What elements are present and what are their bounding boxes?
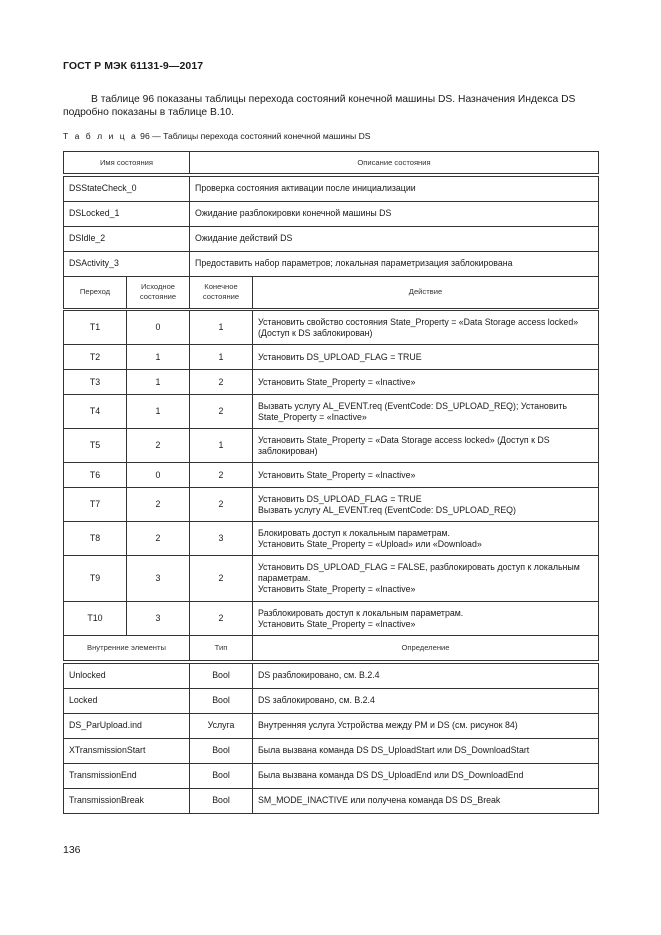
element-type: Bool: [190, 663, 253, 688]
transition-target: 1: [190, 429, 253, 463]
transition-row: [64, 429, 599, 463]
transition-action: Установить DS_UPLOAD_FLAG = FALSE, разблокировать доступ к локальным параметрам. Установить State_Property = «Inactive»: [253, 556, 599, 602]
transition-id: T5: [64, 429, 127, 463]
transition-row: [64, 395, 599, 429]
transition-table: [63, 151, 599, 814]
element-name: Unlocked: [64, 663, 190, 688]
header-row: [64, 636, 599, 661]
transition-target: 2: [190, 395, 253, 429]
transition-row: [64, 463, 599, 488]
header-state-name: Имя состояния: [64, 152, 190, 174]
element-row: [64, 713, 599, 738]
transition-id: T6: [64, 463, 127, 488]
state-name: DSStateCheck_0: [64, 176, 190, 201]
transition-action: Разблокировать доступ к локальным параметрам. Установить State_Property = «Inactive»: [253, 602, 599, 636]
transition-action: Установить State_Property = «Inactive»: [253, 370, 599, 395]
transition-action: Установить State_Property = «Inactive»: [253, 463, 599, 488]
transition-source: 0: [127, 311, 190, 345]
transition-action: Установить DS_UPLOAD_FLAG = TRUE Вызвать услугу AL_EVENT.req (EventCode: DS_UPLOAD_REQ): [253, 488, 599, 522]
transition-id: T8: [64, 522, 127, 556]
transition-target: 2: [190, 602, 253, 636]
element-def: Была вызвана команда DS DS_UploadStart или DS_DownloadStart: [253, 738, 599, 763]
element-name: DS_ParUpload.ind: [64, 713, 190, 738]
element-def: DS заблокировано, см. B.2.4: [253, 688, 599, 713]
element-row: [64, 663, 599, 688]
element-def: DS разблокировано, см. B.2.4: [253, 663, 599, 688]
transition-action: Установить свойство состояния State_Property = «Data Storage access locked» (Доступ к DS заблокирован): [253, 311, 599, 345]
element-row: [64, 688, 599, 713]
transition-target: 2: [190, 488, 253, 522]
transition-target: 2: [190, 463, 253, 488]
transition-source: 3: [127, 556, 190, 602]
transition-target: 2: [190, 556, 253, 602]
header-row: [64, 276, 599, 308]
transition-row: [64, 488, 599, 522]
transition-row: [64, 370, 599, 395]
element-type: Bool: [190, 763, 253, 788]
page-number: 136: [63, 844, 81, 856]
transition-id: T2: [64, 345, 127, 370]
transition-source: 2: [127, 429, 190, 463]
header-row: [64, 152, 599, 174]
intro-paragraph: В таблице 96 показаны таблицы перехода состояний конечной машины DS. Назначения Индекса DS подробно показаны в таблице В.10.: [63, 94, 576, 118]
transition-row: [64, 345, 599, 370]
header-action: Действие: [253, 276, 599, 308]
state-desc: Предоставить набор параметров; локальная параметризация заблокирована: [190, 251, 599, 276]
state-row: [64, 226, 599, 251]
transition-id: T9: [64, 556, 127, 602]
state-name: DSIdle_2: [64, 226, 190, 251]
transition-row: [64, 602, 599, 636]
transition-row: [64, 556, 599, 602]
state-name: DSLocked_1: [64, 201, 190, 226]
header-target-state: Конечное состояние: [190, 276, 253, 308]
transition-target: 1: [190, 311, 253, 345]
transition-id: T10: [64, 602, 127, 636]
element-name: TransmissionBreak: [64, 788, 190, 813]
transition-id: T7: [64, 488, 127, 522]
header-state-desc: Описание состояния: [190, 152, 599, 174]
transition-action: Установить DS_UPLOAD_FLAG = TRUE: [253, 345, 599, 370]
transition-source: 3: [127, 602, 190, 636]
header-element-def: Определение: [253, 636, 599, 661]
element-def: SM_MODE_INACTIVE или получена команда DS DS_Break: [253, 788, 599, 813]
document-header: ГОСТ Р МЭК 61131-9—2017: [63, 60, 204, 72]
state-row: [64, 251, 599, 276]
transition-action: Вызвать услугу AL_EVENT.req (EventCode: DS_UPLOAD_REQ); Установить State_Property = «Inactive»: [253, 395, 599, 429]
element-name: Locked: [64, 688, 190, 713]
transition-target: 1: [190, 345, 253, 370]
element-name: XTransmissionStart: [64, 738, 190, 763]
state-row: [64, 176, 599, 201]
state-name: DSActivity_3: [64, 251, 190, 276]
element-name: TransmissionEnd: [64, 763, 190, 788]
element-type: Bool: [190, 688, 253, 713]
table-caption: Т а б л и ц а 96 — Таблицы перехода состояний конечной машины DS: [63, 131, 371, 141]
transition-source: 2: [127, 522, 190, 556]
element-type: Bool: [190, 788, 253, 813]
element-row: [64, 788, 599, 813]
transition-action: Установить State_Property = «Data Storage access locked» (Доступ к DS заблокирован): [253, 429, 599, 463]
header-element-name: Внутренние элементы: [64, 636, 190, 661]
element-type: Bool: [190, 738, 253, 763]
header-source-state: Исходное состояние: [127, 276, 190, 308]
transition-target: 3: [190, 522, 253, 556]
transition-source: 1: [127, 395, 190, 429]
transition-source: 1: [127, 370, 190, 395]
transition-source: 0: [127, 463, 190, 488]
element-type: Услуга: [190, 713, 253, 738]
transition-source: 2: [127, 488, 190, 522]
state-desc: Ожидание действий DS: [190, 226, 599, 251]
element-def: Внутренняя услуга Устройства между PM и DS (см. рисунок 84): [253, 713, 599, 738]
transition-source: 1: [127, 345, 190, 370]
transition-target: 2: [190, 370, 253, 395]
state-row: [64, 201, 599, 226]
state-desc: Проверка состояния активации после инициализации: [190, 176, 599, 201]
transition-id: T4: [64, 395, 127, 429]
header-element-type: Тип: [190, 636, 253, 661]
state-desc: Ожидание разблокировки конечной машины DS: [190, 201, 599, 226]
header-transition: Переход: [64, 276, 127, 308]
element-row: [64, 738, 599, 763]
transition-row: [64, 522, 599, 556]
transition-id: T3: [64, 370, 127, 395]
transition-id: T1: [64, 311, 127, 345]
element-def: Была вызвана команда DS DS_UploadEnd или DS_DownloadEnd: [253, 763, 599, 788]
transition-action: Блокировать доступ к локальным параметрам. Установить State_Property = «Upload» или «Download»: [253, 522, 599, 556]
element-row: [64, 763, 599, 788]
transition-row: [64, 311, 599, 345]
